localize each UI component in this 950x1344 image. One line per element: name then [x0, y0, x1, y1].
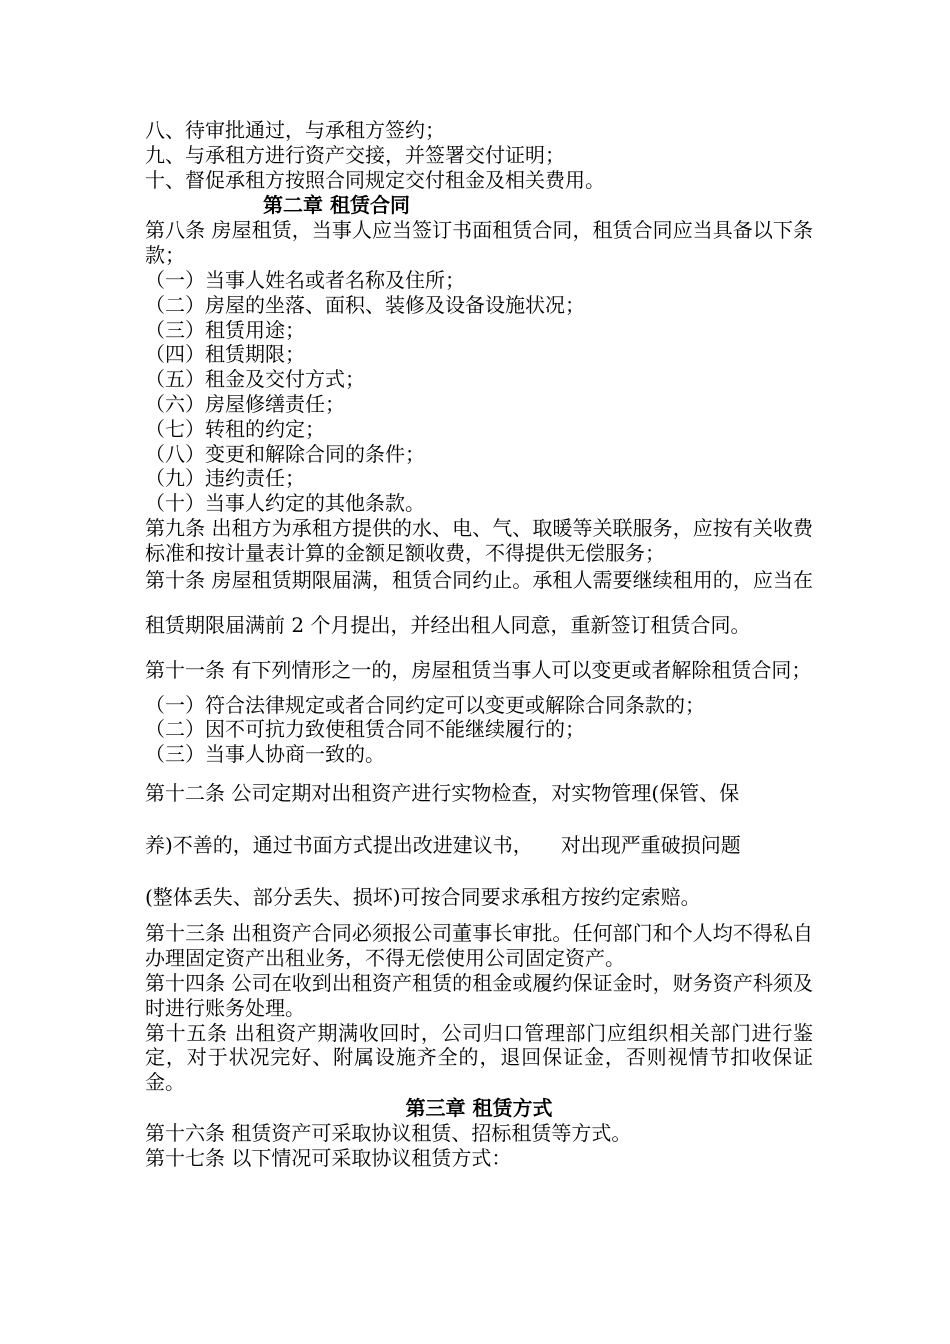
list-item: （三）租赁用途；	[145, 317, 305, 342]
article-9: 第九条 出租方为承租方提供的水、电、气、取暖等关联服务，应按有关收费标准和按计量表计算的金额足额收费，不得提供无偿服务；	[145, 515, 813, 565]
list-item: 九、与承租方进行资产交接，并签署交付证明；	[145, 142, 565, 167]
list-item: （五）租金及交付方式；	[145, 367, 365, 392]
list-item: （十）当事人约定的其他条款。	[145, 491, 425, 516]
article-13: 第十三条 出租资产合同必须报公司董事长审批。任何部门和个人均不得私自办理固定资产出租业务，不得无偿使用公司固定资产。	[145, 921, 813, 971]
list-item: （四）租赁期限；	[145, 342, 305, 367]
list-item: 八、待审批通过，与承租方签约；	[145, 118, 445, 142]
article-8: 第八条 房屋租赁，当事人应当签订书面租赁合同，租赁合同应当具备以下条款；	[145, 218, 813, 268]
list-item: （一）符合法律规定或者合同约定可以变更或解除合同条款的；	[145, 692, 705, 717]
article-10: 第十条 房屋租赁期限届满，租赁合同约止。承租人需要继续租用的，应当在租赁期限届满前 2 个月提出，并经出租人同意，重新签订租赁合同。	[145, 567, 813, 637]
article-16: 第十六条 租赁资产可采取协议租赁、招标租赁等方式。	[145, 1120, 632, 1145]
article-15: 第十五条 出租资产期满收回时，公司归口管理部门应组织相关部门进行鉴定，对于状况完好、附属设施齐全的，退回保证金，否则视情节扣收保证金。	[145, 1020, 813, 1095]
list-item: （八）变更和解除合同的条件；	[145, 441, 425, 466]
article-17: 第十七条 以下情况可采取协议租赁方式：	[145, 1145, 512, 1170]
list-item: （六）房屋修缮责任；	[145, 391, 345, 416]
list-item: （七）转租的约定；	[145, 416, 325, 441]
article-12-line-3: (整体丢失、部分丢失、损坏)可按合同要求承租方按约定索赔。	[145, 884, 701, 909]
article-12-line-2: 养)不善的，通过书面方式提出改进建议书， 对出现严重破损问题	[145, 832, 741, 857]
list-item: （二）因不可抗力致使租赁合同不能继续履行的；	[145, 717, 585, 742]
list-item: （三）当事人协商一致的。	[145, 742, 385, 767]
document-body	[145, 118, 813, 1171]
article-12-line-1: 第十二条 公司定期对出租资产进行实物检查，对实物管理(保管、保	[145, 780, 740, 805]
list-item: （九）违约责任；	[145, 466, 305, 491]
list-item: 十、督促承租方按照合同规定交付租金及相关费用。	[145, 167, 605, 192]
article-11: 第十一条 有下列情形之一的，房屋租赁当事人可以变更或者解除租赁合同；	[145, 657, 812, 682]
chapter-3-title: 第三章 租赁方式	[405, 1095, 553, 1120]
article-14: 第十四条 公司在收到出租资产租赁的租金或履约保证金时，财务资产科须及时进行账务处理。	[145, 970, 813, 1020]
list-item: （二）房屋的坐落、面积、装修及设备设施状况；	[145, 292, 585, 317]
chapter-2-title: 第二章 租赁合同	[263, 193, 410, 218]
list-item: （一）当事人姓名或者名称及住所；	[145, 267, 465, 292]
